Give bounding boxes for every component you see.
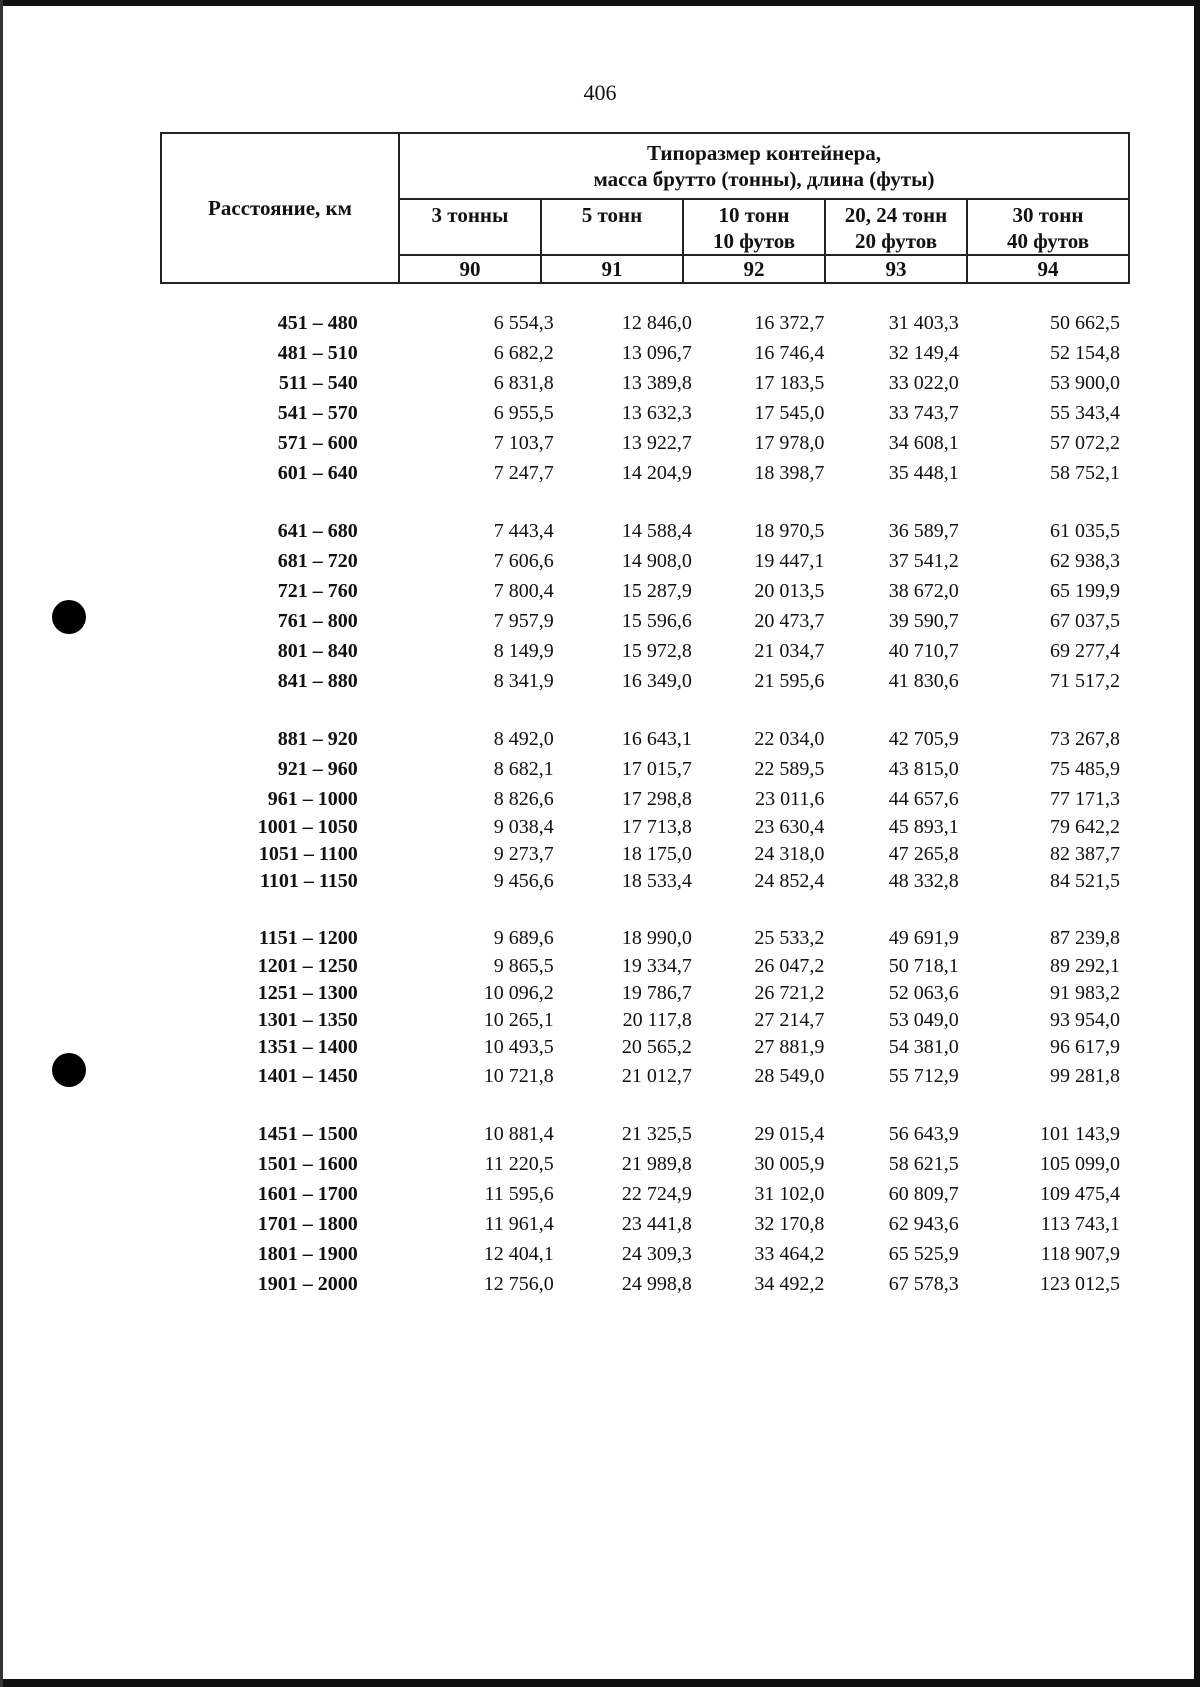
header-col-3-number: 92 [683, 255, 825, 283]
row-distance: 1201 – 1250 [257, 955, 358, 977]
row-value-3t: 9 038,4 [493, 816, 554, 838]
row-value-20t: 43 815,0 [888, 757, 959, 780]
row-value-10t: 20 013,5 [754, 579, 825, 602]
row-value-10t: 32 170,8 [754, 1212, 825, 1235]
table-header [160, 132, 1130, 284]
row-distance: 1001 – 1050 [257, 816, 358, 838]
scan-border-left [0, 0, 3, 1687]
row-value-20t: 34 608,1 [888, 431, 959, 454]
row-distance: 1051 – 1100 [258, 843, 358, 865]
row-value-5t: 14 908,0 [621, 549, 692, 572]
row-value-20t: 38 672,0 [888, 579, 959, 602]
row-value-3t: 7 247,7 [493, 461, 554, 484]
scan-border-bottom [0, 1679, 1200, 1687]
row-value-20t: 40 710,7 [888, 639, 959, 662]
row-value-20t: 45 893,1 [888, 816, 959, 838]
row-value-3t: 7 957,9 [493, 609, 554, 632]
row-value-5t: 21 012,7 [621, 1064, 692, 1087]
row-distance: 1101 – 1150 [259, 870, 358, 892]
header-col-3-line1: 10 тонн [718, 203, 790, 227]
row-value-3t: 11 220,5 [484, 1152, 554, 1175]
row-value-20t: 32 149,4 [888, 341, 959, 364]
table-row [160, 868, 1120, 895]
row-value-10t: 24 318,0 [754, 843, 825, 865]
row-distance: 451 – 480 [277, 311, 358, 334]
row-value-3t: 7 103,7 [493, 431, 554, 454]
row-value-10t: 26 721,2 [754, 982, 825, 1004]
row-value-10t: 25 533,2 [754, 926, 825, 949]
row-value-10t: 17 978,0 [754, 431, 825, 454]
header-col-5 [967, 199, 1129, 255]
row-distance: 601 – 640 [277, 461, 358, 484]
row-value-10t: 23 011,6 [755, 787, 825, 810]
row-distance: 801 – 840 [277, 639, 358, 662]
row-value-20t: 35 448,1 [888, 461, 959, 484]
row-distance: 541 – 570 [277, 401, 358, 424]
row-value-30t: 77 171,3 [1050, 787, 1120, 810]
row-distance: 1451 – 1500 [257, 1122, 358, 1145]
row-value-10t: 24 852,4 [754, 870, 825, 892]
table-row [160, 338, 1120, 368]
row-value-20t: 65 525,9 [888, 1242, 959, 1265]
row-distance: 921 – 960 [277, 757, 358, 780]
row-value-30t: 62 938,3 [1050, 549, 1120, 572]
row-value-5t: 18 533,4 [621, 870, 692, 892]
row-value-3t: 10 265,1 [483, 1009, 554, 1031]
row-value-5t: 16 643,1 [621, 727, 692, 750]
table-row [160, 754, 1120, 784]
header-group-line1: Типоразмер контейнера, [646, 141, 882, 165]
row-value-3t: 7 606,6 [493, 549, 554, 572]
header-col-1-number: 90 [399, 255, 541, 283]
row-distance: 1901 – 2000 [257, 1272, 358, 1295]
row-value-5t: 19 334,7 [621, 955, 692, 977]
row-value-3t: 10 721,8 [483, 1064, 554, 1087]
table-row [160, 308, 1120, 338]
row-value-10t: 22 589,5 [754, 757, 825, 780]
row-value-3t: 6 554,3 [493, 311, 554, 334]
page-number: 406 [583, 80, 617, 105]
table-row [160, 428, 1120, 458]
row-distance: 1601 – 1700 [257, 1182, 358, 1205]
row-value-10t: 27 881,9 [754, 1036, 825, 1058]
row-distance: 841 – 880 [277, 669, 358, 692]
header-distance: Расстояние, км [161, 133, 399, 283]
row-value-3t: 6 831,8 [493, 371, 554, 394]
row-value-3t: 11 595,6 [484, 1182, 554, 1205]
row-value-20t: 67 578,3 [888, 1272, 959, 1295]
row-value-3t: 8 492,0 [493, 727, 554, 750]
row-distance: 761 – 800 [277, 609, 358, 632]
table-row [160, 841, 1120, 868]
row-value-30t: 52 154,8 [1050, 341, 1120, 364]
row-value-30t: 96 617,9 [1050, 1036, 1120, 1058]
row-value-30t: 101 143,9 [1040, 1122, 1120, 1145]
row-value-5t: 24 998,8 [621, 1272, 692, 1295]
table-row [160, 458, 1120, 488]
row-value-5t: 13 632,3 [621, 401, 692, 424]
row-value-3t: 8 149,9 [493, 639, 554, 662]
row-value-10t: 16 746,4 [754, 341, 825, 364]
table-row [160, 784, 1120, 814]
scan-border-right [1194, 0, 1200, 1687]
row-value-20t: 44 657,6 [888, 787, 959, 810]
row-value-30t: 53 900,0 [1050, 371, 1120, 394]
row-value-10t: 30 005,9 [754, 1152, 825, 1175]
row-distance: 641 – 680 [277, 519, 358, 542]
row-value-5t: 13 096,7 [621, 341, 692, 364]
row-value-5t: 17 015,7 [621, 757, 692, 780]
row-distance: 571 – 600 [277, 431, 358, 454]
row-distance: 1151 – 1200 [258, 926, 358, 949]
row-value-30t: 91 983,2 [1050, 982, 1120, 1004]
row-value-3t: 8 682,1 [493, 757, 554, 780]
row-value-30t: 79 642,2 [1050, 816, 1120, 838]
row-value-3t: 9 865,5 [493, 955, 554, 977]
table-row [160, 666, 1120, 696]
header-col-5-number: 94 [967, 255, 1129, 283]
row-distance: 1401 – 1450 [257, 1064, 358, 1087]
row-value-30t: 75 485,9 [1050, 757, 1120, 780]
row-value-5t: 21 989,8 [621, 1152, 692, 1175]
header-group [399, 133, 1129, 199]
row-value-30t: 55 343,4 [1050, 401, 1120, 424]
row-value-20t: 54 381,0 [888, 1036, 959, 1058]
row-value-5t: 19 786,7 [621, 982, 692, 1004]
row-value-30t: 69 277,4 [1050, 639, 1120, 662]
row-value-5t: 15 287,9 [621, 579, 692, 602]
table-row [160, 1209, 1120, 1239]
row-value-10t: 28 549,0 [754, 1064, 825, 1087]
row-distance: 1701 – 1800 [257, 1212, 358, 1235]
header-col-4 [825, 199, 967, 255]
row-value-5t: 24 309,3 [621, 1242, 692, 1265]
row-value-3t: 6 955,5 [493, 401, 554, 424]
row-value-3t: 6 682,2 [493, 341, 554, 364]
table-row [160, 980, 1120, 1007]
header-col-4-line2: 20 футов [854, 229, 938, 253]
row-value-30t: 118 907,9 [1040, 1242, 1120, 1265]
row-distance: 511 – 540 [278, 371, 358, 394]
row-value-20t: 37 541,2 [888, 549, 959, 572]
row-distance: 881 – 920 [277, 727, 358, 750]
table-row [160, 923, 1120, 953]
table-row [160, 1034, 1120, 1061]
row-value-20t: 60 809,7 [888, 1182, 959, 1205]
row-value-30t: 93 954,0 [1050, 1009, 1120, 1031]
row-value-5t: 21 325,5 [621, 1122, 692, 1145]
row-value-20t: 48 332,8 [888, 870, 959, 892]
table-row [160, 606, 1120, 636]
row-value-5t: 15 596,6 [621, 609, 692, 632]
row-value-30t: 58 752,1 [1050, 461, 1120, 484]
row-value-30t: 50 662,5 [1050, 311, 1120, 334]
header-col-5-line1: 30 тонн [1012, 203, 1084, 227]
row-value-20t: 62 943,6 [888, 1212, 959, 1235]
row-value-30t: 65 199,9 [1050, 579, 1120, 602]
row-value-3t: 8 341,9 [493, 669, 554, 692]
table-row [160, 636, 1120, 666]
row-value-10t: 18 970,5 [754, 519, 825, 542]
table-row [160, 1239, 1120, 1269]
table-row [160, 953, 1120, 980]
row-value-10t: 17 183,5 [754, 371, 825, 394]
row-value-10t: 23 630,4 [754, 816, 825, 838]
table-row [160, 1269, 1120, 1299]
row-value-30t: 109 475,4 [1040, 1182, 1120, 1205]
row-value-5t: 22 724,9 [621, 1182, 692, 1205]
row-value-10t: 21 034,7 [754, 639, 825, 662]
row-value-5t: 15 972,8 [621, 639, 692, 662]
table-row-group [160, 308, 1120, 488]
punch-hole [52, 1053, 86, 1087]
row-value-5t: 20 565,2 [621, 1036, 692, 1058]
row-value-10t: 16 372,7 [754, 311, 825, 334]
row-value-3t: 12 756,0 [483, 1272, 554, 1295]
row-value-5t: 14 204,9 [621, 461, 692, 484]
header-col-5-line2: 40 футов [1006, 229, 1090, 253]
row-value-3t: 11 961,4 [484, 1212, 554, 1235]
row-value-3t: 12 404,1 [483, 1242, 554, 1265]
row-distance: 961 – 1000 [267, 787, 358, 810]
row-value-30t: 67 037,5 [1050, 609, 1120, 632]
row-value-20t: 52 063,6 [888, 982, 959, 1004]
row-value-10t: 29 015,4 [754, 1122, 825, 1145]
table-row [160, 1119, 1120, 1149]
row-value-20t: 33 022,0 [888, 371, 959, 394]
table-row [160, 576, 1120, 606]
table-row [160, 1061, 1120, 1091]
row-value-10t: 21 595,6 [754, 669, 825, 692]
row-value-30t: 87 239,8 [1050, 926, 1120, 949]
row-value-20t: 47 265,8 [888, 843, 959, 865]
row-value-5t: 16 349,0 [621, 669, 692, 692]
row-value-5t: 20 117,8 [622, 1009, 692, 1031]
row-value-20t: 55 712,9 [888, 1064, 959, 1087]
table-row [160, 516, 1120, 546]
header-col-4-line1: 20, 24 тонн [844, 203, 948, 227]
row-value-5t: 12 846,0 [621, 311, 692, 334]
row-value-3t: 7 443,4 [493, 519, 554, 542]
table-row [160, 546, 1120, 576]
scan-border-top [0, 0, 1200, 6]
row-value-30t: 82 387,7 [1050, 843, 1120, 865]
table-row [160, 398, 1120, 428]
table-row [160, 1149, 1120, 1179]
row-distance: 1301 – 1350 [257, 1009, 358, 1031]
row-distance: 681 – 720 [277, 549, 358, 572]
row-value-3t: 7 800,4 [493, 579, 554, 602]
row-value-3t: 9 456,6 [493, 870, 554, 892]
row-value-10t: 26 047,2 [754, 955, 825, 977]
row-value-20t: 41 830,6 [888, 669, 959, 692]
row-value-30t: 89 292,1 [1050, 955, 1120, 977]
header-col-4-number: 93 [825, 255, 967, 283]
row-value-20t: 50 718,1 [888, 955, 959, 977]
row-distance: 1801 – 1900 [257, 1242, 358, 1265]
header-col-2 [541, 199, 683, 255]
table-row [160, 724, 1120, 754]
row-value-5t: 17 713,8 [621, 816, 692, 838]
row-value-30t: 61 035,5 [1050, 519, 1120, 542]
row-value-3t: 10 096,2 [483, 982, 554, 1004]
table-row-group [160, 724, 1120, 895]
row-value-20t: 49 691,9 [888, 926, 959, 949]
row-value-10t: 17 545,0 [754, 401, 825, 424]
header-group-line2: масса брутто (тонны), длина (футы) [593, 167, 935, 191]
table-row [160, 814, 1120, 841]
table-row [160, 1179, 1120, 1209]
table-row-group [160, 1119, 1120, 1299]
row-value-10t: 22 034,0 [754, 727, 825, 750]
row-value-20t: 33 743,7 [888, 401, 959, 424]
row-distance: 1251 – 1300 [257, 982, 358, 1004]
row-value-20t: 31 403,3 [888, 311, 959, 334]
row-value-3t: 8 826,6 [493, 787, 554, 810]
row-value-10t: 33 464,2 [754, 1242, 825, 1265]
row-value-3t: 9 273,7 [493, 843, 554, 865]
row-value-10t: 27 214,7 [754, 1009, 825, 1031]
row-value-3t: 10 881,4 [483, 1122, 554, 1145]
row-value-10t: 18 398,7 [754, 461, 825, 484]
row-value-10t: 31 102,0 [754, 1182, 825, 1205]
row-value-3t: 9 689,6 [493, 926, 554, 949]
table-row-group [160, 923, 1120, 1091]
table-body [160, 308, 1120, 1327]
row-value-5t: 13 922,7 [621, 431, 692, 454]
row-value-10t: 20 473,7 [754, 609, 825, 632]
row-value-20t: 36 589,7 [888, 519, 959, 542]
row-value-5t: 13 389,8 [621, 371, 692, 394]
row-distance: 481 – 510 [277, 341, 358, 364]
row-distance: 1501 – 1600 [257, 1152, 358, 1175]
header-col-2-number: 91 [541, 255, 683, 283]
table-row-group [160, 516, 1120, 696]
row-value-20t: 42 705,9 [888, 727, 959, 750]
row-value-20t: 53 049,0 [888, 1009, 959, 1031]
row-value-20t: 58 621,5 [888, 1152, 959, 1175]
table-row [160, 368, 1120, 398]
row-distance: 1351 – 1400 [257, 1036, 358, 1058]
row-value-20t: 39 590,7 [888, 609, 959, 632]
row-value-30t: 99 281,8 [1050, 1064, 1120, 1087]
row-value-30t: 57 072,2 [1050, 431, 1120, 454]
row-value-30t: 105 099,0 [1040, 1152, 1120, 1175]
row-value-20t: 56 643,9 [888, 1122, 959, 1145]
punch-hole [52, 600, 86, 634]
row-value-30t: 73 267,8 [1050, 727, 1120, 750]
header-col-3-line2: 10 футов [712, 229, 796, 253]
header-col-3 [683, 199, 825, 255]
row-value-5t: 17 298,8 [621, 787, 692, 810]
table-row [160, 1007, 1120, 1034]
row-value-10t: 19 447,1 [754, 549, 825, 572]
row-value-3t: 10 493,5 [483, 1036, 554, 1058]
row-value-5t: 18 990,0 [621, 926, 692, 949]
header-col-2-line1: 5 тонн [581, 203, 643, 227]
row-value-5t: 23 441,8 [621, 1212, 692, 1235]
header-col-1 [399, 199, 541, 255]
row-value-10t: 34 492,2 [754, 1272, 825, 1295]
row-value-5t: 14 588,4 [621, 519, 692, 542]
row-distance: 721 – 760 [277, 579, 358, 602]
row-value-30t: 113 743,1 [1040, 1212, 1120, 1235]
row-value-30t: 84 521,5 [1050, 870, 1120, 892]
row-value-30t: 71 517,2 [1050, 669, 1120, 692]
header-col-1-line1: 3 тонны [431, 203, 509, 227]
row-value-30t: 123 012,5 [1040, 1272, 1120, 1295]
row-value-5t: 18 175,0 [621, 843, 692, 865]
